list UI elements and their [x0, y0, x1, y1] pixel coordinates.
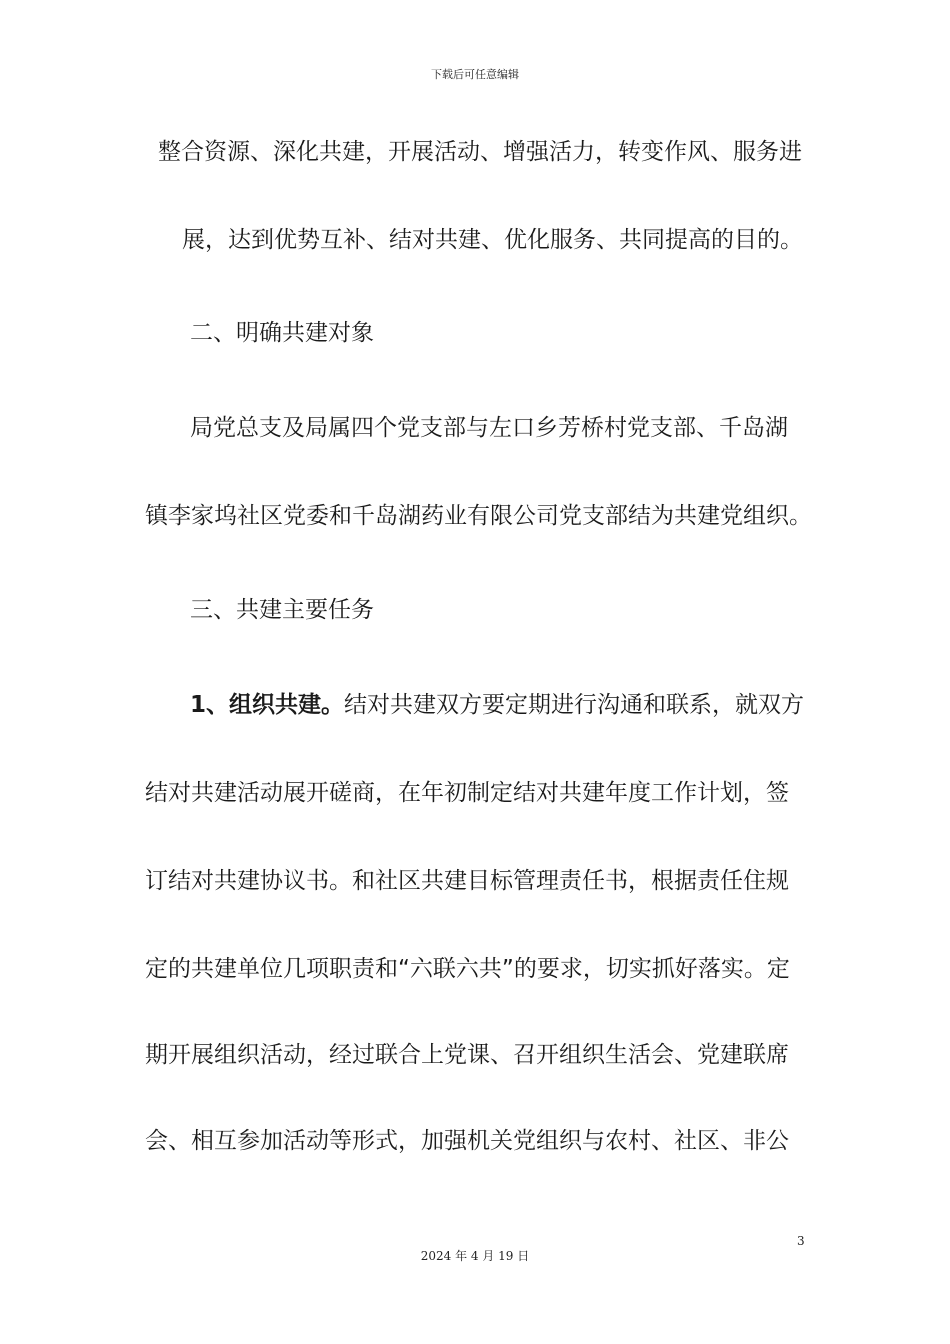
body-line: 镇李家坞社区党委和千岛湖药业有限公司党支部结为共建党组织。 [145, 503, 812, 529]
section-heading: 二、明确共建对象 [190, 320, 374, 346]
section-heading: 三、共建主要任务 [190, 597, 374, 623]
item-text: 结对共建双方要定期进行沟通和联系，就双方 [344, 692, 805, 718]
body-line: 展，达到优势互补、结对共建、优化服务、共同提高的目的。 [182, 227, 803, 253]
item-title: 1、组织共建。 [190, 692, 345, 718]
body-line: 期开展组织活动，经过联合上党课、召开组织生活会、党建联席 [145, 1042, 789, 1068]
page-header: 下载后可任意编辑 [431, 68, 519, 81]
body-line: 结对共建活动展开磋商，在年初制定结对共建年度工作计划，签 [145, 780, 789, 806]
body-line: 会、相互参加活动等形式，加强机关党组织与农村、社区、非公 [145, 1128, 789, 1154]
footer-date: 2024 年 4 月 19 日 [420, 1249, 530, 1263]
body-line: 局党总支及局属四个党支部与左口乡芳桥村党支部、千岛湖 [190, 415, 788, 441]
body-line: 订结对共建协议书。和社区共建目标管理责任书，根据责任住规 [145, 868, 789, 894]
body-line: 定的共建单位几项职责和“六联六共”的要求，切实抓好落实。定 [145, 956, 790, 982]
body-line: 整合资源、深化共建，开展活动、增强活力，转变作风、服务进 [158, 139, 802, 165]
item-line [190, 690, 804, 720]
page-number: 3 [797, 1234, 805, 1248]
